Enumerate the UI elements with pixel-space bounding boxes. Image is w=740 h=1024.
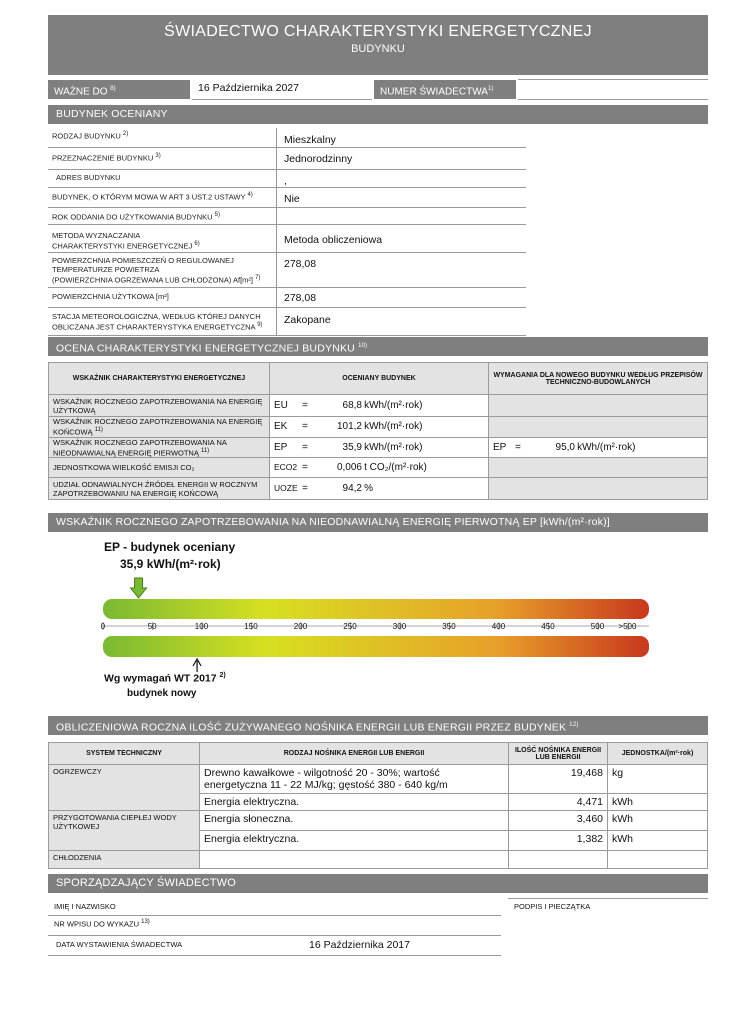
ep-scale-tick-label: 500 <box>590 622 605 631</box>
ep-scale-tick-label: 50 <box>147 622 157 631</box>
co2-cell <box>270 458 489 478</box>
heated-area-label: POWIERZCHNIA POMIESZCZEŃ O REGULOWANEJ TEMPERATURZE POWIETRZA (POWIERZCHNIA OGRZEWANA LUB CHŁODZONA) Af[m²] $^{7)}$ <box>52 256 261 285</box>
carrier-electricity-water-qty: 1,382 <box>509 831 608 851</box>
eu-equals: = <box>302 400 308 411</box>
ep-req-symbol: EP <box>493 441 507 453</box>
building-row-divider <box>48 187 526 188</box>
weather-station-label: STACJA METEOROLOGICZNA, WEDŁUG KTÓREJ DANYCH OBLICZANA JEST CHARAKTERYSTYKA ENERGETYCZNA $^{9)}$ <box>52 312 263 332</box>
ep-symbol: EP <box>274 441 288 453</box>
building-column-divider <box>276 128 277 335</box>
building-row-divider <box>48 169 526 170</box>
building-type-value: Mieszkalny <box>284 134 336 146</box>
table-row <box>49 437 708 458</box>
hot-water-system-label: PRZYGOTOWANIA CIEPŁEJ WODY UŻYTKOWEJ <box>49 811 200 851</box>
building-row-divider <box>48 147 526 148</box>
heating-system-label: OGRZEWCZY <box>49 765 200 811</box>
ep-req-value: 95,0 <box>555 441 575 453</box>
method-value: Metoda obliczeniowa <box>284 234 383 246</box>
certificate-subtitle: BUDYNKU <box>351 43 405 55</box>
ep-building-arrow <box>131 578 147 598</box>
certificate-header <box>48 15 708 75</box>
building-row-divider <box>48 252 526 253</box>
carrier-wood-qty: 19,468 <box>509 765 608 794</box>
co2-value: 0,006 <box>336 462 362 473</box>
ep-req-equals: = <box>515 441 521 453</box>
valid-until-label: WAŻNE DO <box>54 86 108 98</box>
carrier-electricity-water-unit: kWh <box>608 831 708 851</box>
oze-equals: = <box>302 483 308 494</box>
ep-scale-tick-label: 250 <box>343 622 357 631</box>
certificate-title: ŚWIADECTWO CHARAKTERYSTYKI ENERGETYCZNEJ <box>164 23 592 40</box>
ep-req-unit: kWh/(m²·rok) <box>577 441 636 453</box>
oze-label: UDZIAŁ ODNAWIALNYCH ŹRÓDEŁ ENERGII W ROCZNYM ZAPOTRZEBOWANIU NA ENERGIĘ KOŃCOWĄ <box>49 478 270 500</box>
certificate-number-label: NUMER ŚWIADECTWA <box>380 86 488 98</box>
carrier-cooling <box>200 851 509 869</box>
issuer-signature-label: PODPIS I PIECZĄTKA <box>514 902 591 911</box>
carrier-electricity-heating-qty: 4,471 <box>509 794 608 811</box>
ep-cell <box>270 437 489 458</box>
certificate-number-line-top <box>518 79 708 80</box>
ep-requirement-arrow <box>193 659 201 672</box>
ep-equals: = <box>302 441 308 453</box>
ep-scale-tick-label: >500 <box>618 622 637 631</box>
valid-until-label-box <box>48 80 190 99</box>
table-row <box>49 395 708 417</box>
table-row <box>49 417 708 438</box>
eu-requirement <box>489 395 708 417</box>
eu-label: WSKAŹNIK ROCZNEGO ZAPOTRZEBOWANIA NA ENERGIĘ UŻYTKOWĄ <box>49 395 270 417</box>
carrier-solar-unit: kWh <box>608 811 708 831</box>
building-row-divider <box>48 207 526 208</box>
carrier-solar: Energia słoneczna. <box>200 811 509 831</box>
table-row <box>49 478 708 500</box>
ep-requirement-label2: budynek nowy <box>127 688 197 699</box>
heated-area-value: 278,08 <box>284 258 317 270</box>
ep-scale-tick-label: 350 <box>442 622 456 631</box>
building-row-divider <box>48 287 526 288</box>
ep-building-label: EP - budynek oceniany <box>104 540 236 554</box>
certificate-number-label-box <box>374 80 516 99</box>
ek-requirement <box>489 417 708 438</box>
co2-unit: t CO₂/(m²·rok) <box>364 462 427 473</box>
carrier-electricity-heating: Energia elektryczna. <box>200 794 509 811</box>
assessment-col-indicator: WSKAŹNIK CHARAKTERYSTYKI ENERGETYCZNEJ <box>49 363 270 395</box>
ek-symbol: EK <box>274 421 288 433</box>
issue-date-line <box>48 955 501 956</box>
ep-scale-tick-label: 400 <box>491 622 506 631</box>
ep-scale-tick-label: 150 <box>244 622 258 631</box>
building-purpose-label: PRZEZNACZENIE BUDYNKU $^{3)}$ <box>52 153 161 163</box>
issuer-signature-line <box>508 898 708 899</box>
carriers-table <box>48 742 708 869</box>
co2-equals: = <box>302 462 308 473</box>
carriers-col-system: SYSTEM TECHNICZNY <box>49 743 200 765</box>
ep-scale-tick-label: 300 <box>392 622 407 631</box>
carrier-electricity-heating-unit: kWh <box>608 794 708 811</box>
assessment-table <box>48 362 708 500</box>
ek-equals: = <box>302 421 308 433</box>
carrier-cooling-unit <box>608 851 708 869</box>
issuer-registry-label: NR WPISU DO WYKAZU $^{13)}$ <box>54 919 150 929</box>
carriers-col-quantity: ILOŚĆ NOŚNIKA ENERGII LUB ENERGII <box>509 743 608 765</box>
carrier-electricity-water: Energia elektryczna. <box>200 831 509 851</box>
building-row-divider <box>48 307 526 308</box>
building-section-title: BUDYNEK OCENIANY <box>48 105 708 124</box>
ep-label: WSKAŹNIK ROCZNEGO ZAPOTRZEBOWANIA NA NIEODNAWIALNĄ ENERGIĘ PIERWOTNĄ $^{11)}$ <box>49 437 270 458</box>
table-row <box>49 765 708 794</box>
issuer-name-label: IMIĘ I NAZWISKO <box>54 902 116 911</box>
certificate-number-line-bottom <box>518 99 708 100</box>
commissioning-year-label: ROK ODDANIA DO UŻYTKOWANIA BUDYNKU $^{5)}$ <box>52 212 221 222</box>
carriers-col-carrier: RODZAJ NOŚNIKA ENERGII LUB ENERGII <box>200 743 509 765</box>
ek-cell <box>270 417 489 438</box>
method-label: METODA WYZNACZANIA CHARAKTERYSTYKI ENERGETYCZNEJ $^{6)}$ <box>52 231 200 251</box>
usable-area-value: 278,08 <box>284 292 317 304</box>
building-address-label: ADRES BUDYNKU <box>56 173 121 182</box>
table-row <box>49 851 708 869</box>
carrier-wood-unit: kg <box>608 765 708 794</box>
certificate-number-footnote: 1) <box>487 86 494 92</box>
ek-label: WSKAŹNIK ROCZNEGO ZAPOTRZEBOWANIA NA ENERGIĘ KOŃCOWĄ $^{11)}$ <box>49 417 270 438</box>
eu-cell <box>270 395 489 417</box>
ep-scale-tick-label: 200 <box>293 622 308 631</box>
issuer-name-line <box>48 915 501 916</box>
ek-value: 101,2 <box>336 421 362 433</box>
usable-area-label: POWIERZCHNIA UŻYTKOWA [m²] <box>52 292 169 301</box>
table-row <box>49 811 708 831</box>
issue-date-value: 16 Października 2017 <box>309 939 410 951</box>
valid-until-footnote: 8) <box>110 86 116 92</box>
oze-requirement <box>489 478 708 500</box>
art3-building-label: BUDYNEK, O KTÓRYM MOWA W ART 3 UST.2 USTAWY $^{4)}$ <box>52 192 253 202</box>
oze-symbol: UOZE <box>274 483 298 493</box>
eu-unit: kWh/(m²·rok) <box>364 400 423 411</box>
oze-cell <box>270 478 489 500</box>
co2-symbol: ECO2 <box>274 462 298 472</box>
art3-building-value: Nie <box>284 193 300 205</box>
assessment-section-title: OCENA CHARAKTERYSTYKI ENERGETYCZNEJ BUDYNKU $^{10)}$ <box>48 337 708 356</box>
ep-scale-tick-label: 0 <box>100 622 106 631</box>
ep-scale-tick-label: 450 <box>541 622 555 631</box>
ek-unit: kWh/(m²·rok) <box>364 421 423 433</box>
ep-scale-bar-bottom <box>103 636 649 657</box>
ep-scale-tick-label: 100 <box>194 622 209 631</box>
ep-scale-section-title: WSKAŹNIK ROCZNEGO ZAPOTRZEBOWANIA NA NIEODNAWIALNĄ ENERGIĘ PIERWOTNĄ EP [kWh/(m²·rok)] <box>48 513 708 532</box>
issue-date-label: DATA WYSTAWIENIA ŚWIADECTWA <box>56 940 183 949</box>
carriers-section-title: OBLICZENIOWA ROCZNA ILOŚĆ ZUŻYWANEGO NOŚNIKA ENERGII LUB ENERGII PRZEZ BUDYNEK $^{12)}$ <box>48 716 708 735</box>
table-row <box>49 458 708 478</box>
building-row-divider <box>48 335 526 336</box>
carrier-wood: Drewno kawałkowe - wilgotność 20 - 30%; wartość energetyczna 11 - 22 MJ/kg; gęstość 380 - 640 kg/m <box>200 765 509 794</box>
ep-value: 35,9 <box>342 441 362 453</box>
ep-scale-bar-top <box>103 599 649 619</box>
eu-symbol: EU <box>274 400 288 411</box>
co2-requirement <box>489 458 708 478</box>
assessment-col-building: OCENIANY BUDYNEK <box>270 363 489 395</box>
building-address-value: , <box>284 175 287 187</box>
building-row-divider <box>48 224 526 225</box>
carriers-col-unit: JEDNOSTKA/(m²·rok) <box>608 743 708 765</box>
valid-until-underline <box>192 99 372 100</box>
eu-value: 68,8 <box>342 400 362 411</box>
oze-unit: % <box>364 483 373 494</box>
carrier-solar-qty: 3,460 <box>509 811 608 831</box>
co2-label: JEDNOSTKOWA WIELKOŚĆ EMISJI CO₂ <box>49 458 270 478</box>
ep-requirement-label: Wg wymagań WT 2017 $^{2)}$ <box>104 672 226 685</box>
cooling-system-label: CHŁODZENIA <box>49 851 200 869</box>
valid-until-value: 16 Października 2027 <box>198 82 299 94</box>
carrier-cooling-qty <box>509 851 608 869</box>
ep-building-value: 35,9 kWh/(m²·rok) <box>120 557 221 571</box>
assessment-col-requirements: WYMAGANIA DLA NOWEGO BUDYNKU WEDŁUG PRZEPISÓW TECHNICZNO-BUDOWLANYCH <box>489 363 708 395</box>
building-purpose-value: Jednorodzinny <box>284 153 353 165</box>
oze-value: 94,2 <box>342 483 362 494</box>
ep-requirement-cell <box>489 437 708 458</box>
weather-station-value: Zakopane <box>284 314 331 326</box>
issuer-section-title: SPORZĄDZAJĄCY ŚWIADECTWO <box>48 874 708 893</box>
issuer-registry-line <box>48 935 501 936</box>
ep-unit: kWh/(m²·rok) <box>364 441 423 453</box>
building-type-label: RODZAJ BUDYNKU $^{2)}$ <box>52 131 129 141</box>
